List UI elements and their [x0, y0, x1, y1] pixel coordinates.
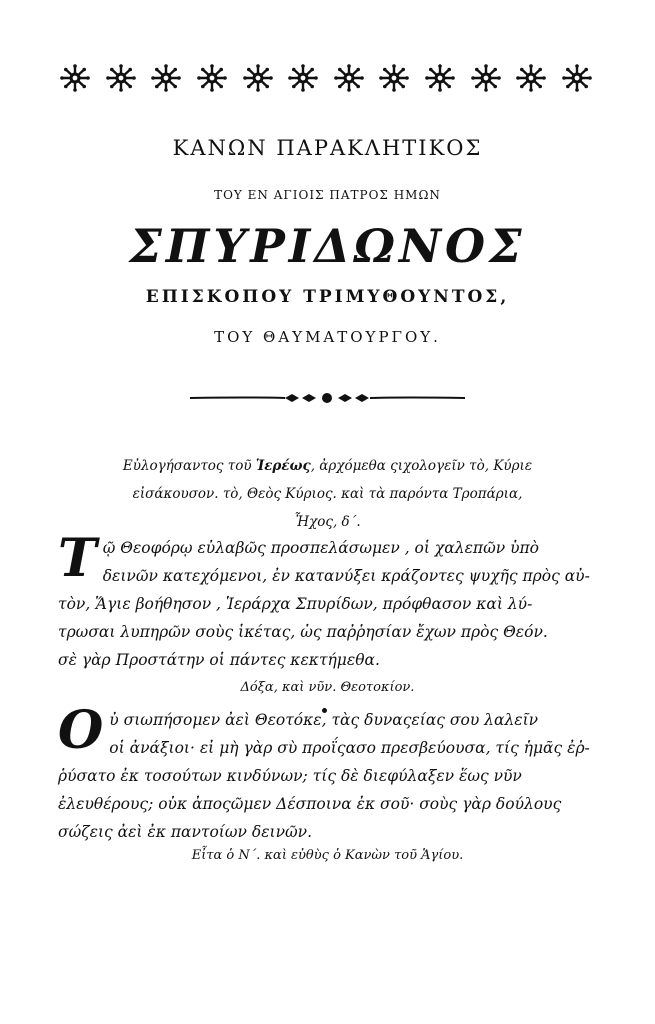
star-rosette-icon [195, 63, 229, 93]
dropcap: Ο [58, 700, 104, 761]
text-line: δεινῶν κατεχόμενοι, ἐν κατανύξει κράζοντες ψυχῆς πρὸς αὐ- [102, 567, 590, 585]
troparion-2 [58, 700, 598, 846]
star-rosette-icon [469, 63, 503, 93]
title-line-2: ΤΟΥ ΕΝ ΑΓΙΟΙΣ ΠΑΤΡΟΣ ΗΜΩΝ [214, 188, 441, 202]
text-line: σὲ γὰρ Προστάτην οἱ πάντες κεκτήμεθα. [58, 651, 380, 669]
rubric-line-2: εἰσάκουσον. τὸ, Θεὸς Κύριος. καὶ τὰ παρόντα Τροπάρια, [132, 486, 523, 502]
star-rosette-icon [514, 63, 548, 93]
rubric-line-1: Εὐλογήσαντος τοῦ Ἱερέως, ἀρχόμεθα ςιχολογεῖν τὸ, Κύριε [122, 458, 533, 474]
text-line: ῷ Θεοφόρῳ εὐλαβῶς προσπελάσωμεν , οἱ χαλεπῶν ὑπὸ [102, 539, 540, 557]
tone-label: Ἦχος, δ΄. [294, 514, 361, 530]
star-rosette-icon [104, 63, 138, 93]
text-line: ἐλευθέρους; οὐκ ἀποςῶμεν Δέσποινα ἐκ σοῦ· σοὺς γὰρ δούλους [58, 795, 562, 813]
doxa-heading: Δόξα, καὶ νῦν. Θεοτοκίον. [240, 680, 415, 695]
title-line-4: ΕΠΙΣΚΟΠΟΥ ΤΡΙΜΥΘΟΥΝΤΟΣ, [145, 287, 510, 307]
title-line-1: ΚΑΝΩΝ ΠΑΡΑΚΛΗΤΙΚΟΣ [172, 136, 483, 160]
star-rosette-icon [560, 63, 594, 93]
decorative-rule-icon [190, 388, 465, 408]
text-line: τὸν, Ἅγιε βοήθησον , Ἱεράρχα Σπυρίδων, πρόφθασον καὶ λύ- [58, 595, 533, 613]
star-rosette-icon [332, 63, 366, 93]
text-line: τρωσαι λυπηρῶν σοὺς ἱκέτας, ὡς παῤῥησίαν ἔχων πρὸς Θεόν. [58, 623, 548, 641]
star-rosette-icon [241, 63, 275, 93]
text-line: ῥύσατο ἐκ τοσούτων κινδύνων; τίς δὲ διεφύλαξεν ἕως νῦν [58, 767, 522, 785]
text-line: ὐ σιωπήσομεν ἀεὶ Θεοτόκε, τὰς δυναςείας σου λαλεῖν [109, 711, 539, 729]
closing-rubric: Εἶτα ὁ Ν΄. καὶ εὐθὺς ὁ Κανὼν τοῦ Ἁγίου. [191, 848, 464, 863]
star-rosette-icon [58, 63, 92, 93]
star-rosette-icon [149, 63, 183, 93]
star-rosette-icon [377, 63, 411, 93]
star-rosette-icon [423, 63, 457, 93]
dropcap: Τ [58, 528, 97, 589]
troparion-1 [58, 528, 598, 674]
saint-name-title: ΣΠΥΡΙΔΩΝΟΣ [129, 219, 526, 273]
title-line-5: ΤΟΥ ΘΑΥΜΑΤΟΥΡΓΟΥ. [214, 328, 441, 346]
star-rosette-icon [286, 63, 320, 93]
ornament-border [58, 60, 594, 96]
text-line: οἱ ἀνάξιοι· εἰ μὴ γὰρ σὺ προΐςασο πρεσβεύουσα, τίς ἡμᾶς ἐῤ- [109, 739, 590, 757]
text-line: σώζεις ἀεὶ ἐκ παντοίων δεινῶν. [58, 823, 313, 841]
